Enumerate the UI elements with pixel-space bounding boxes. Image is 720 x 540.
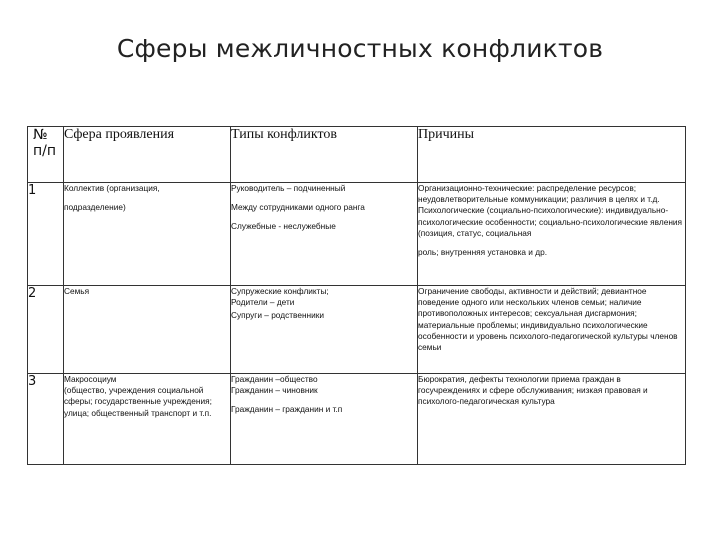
causes-cell — [418, 183, 686, 286]
row-number: 3 — [28, 374, 64, 465]
causes-cell — [418, 374, 686, 465]
sphere-cell — [64, 183, 231, 286]
types-cell — [231, 183, 418, 286]
causes-text-tail: роль; внутренняя установка и др. — [418, 247, 548, 258]
type-line: Руководитель – подчиненный — [231, 183, 346, 193]
sphere-cell — [64, 286, 231, 374]
table-row — [28, 374, 686, 465]
header-sphere: Сфера проявления — [64, 127, 231, 183]
sphere-line: Макросоциум (общество, учреждения социальной сферы; государственные учреждения; улица; общественный транспорт и т.п. — [64, 374, 212, 418]
causes-text: Ограничение свободы, активности и действий; девиантное поведение одного или нескольких членов семьи; наличие противоположных интересов; сексуальная дисгармония; материальные проблемы; индивидуально психологические особенности и уровень психолого-педагогической культуры членов семьи — [418, 286, 678, 353]
header-types: Типы конфликтов — [231, 127, 418, 183]
header-causes: Причины — [418, 127, 686, 183]
table-header-row — [28, 127, 686, 183]
row-number: 1 — [28, 183, 64, 286]
header-number: № п/п — [28, 127, 64, 183]
table-row — [28, 286, 686, 374]
causes-cell — [418, 286, 686, 374]
conflicts-table — [27, 126, 686, 465]
types-cell — [231, 374, 418, 465]
type-line: Служебные - неслужебные — [231, 221, 336, 232]
type-line: Гражданин –общество Гражданин – чиновник — [231, 374, 318, 396]
row-number: 2 — [28, 286, 64, 374]
sphere-line: Семья — [64, 286, 90, 296]
sphere-line: Коллектив (организация, — [64, 183, 160, 193]
sphere-line: подразделение) — [64, 202, 126, 213]
causes-text: Организационно-технические: распределение ресурсов; неудовлетворительные коммуникации; различия в целях и т.д. Психологические (социально-психологические): индивидуально-психологические особенности; социально-психологические явления (позиция, статус, социальная — [418, 183, 683, 238]
type-line: Между сотрудниками одного ранга — [231, 202, 365, 213]
type-line: Супруги – родственники — [231, 310, 325, 321]
type-line: Супружеские конфликты; Родители – дети — [231, 286, 329, 308]
types-cell — [231, 286, 418, 374]
causes-text: Бюрократия, дефекты технологии приема граждан в госучреждениях и сфере обслуживания; низкая правовая и психолого-педагогическая культура — [418, 374, 648, 407]
table-row — [28, 183, 686, 286]
sphere-cell — [64, 374, 231, 465]
slide-title: Сферы межличностных конфликтов — [116, 34, 604, 63]
type-line: Гражданин – гражданин и т.п — [231, 404, 343, 415]
